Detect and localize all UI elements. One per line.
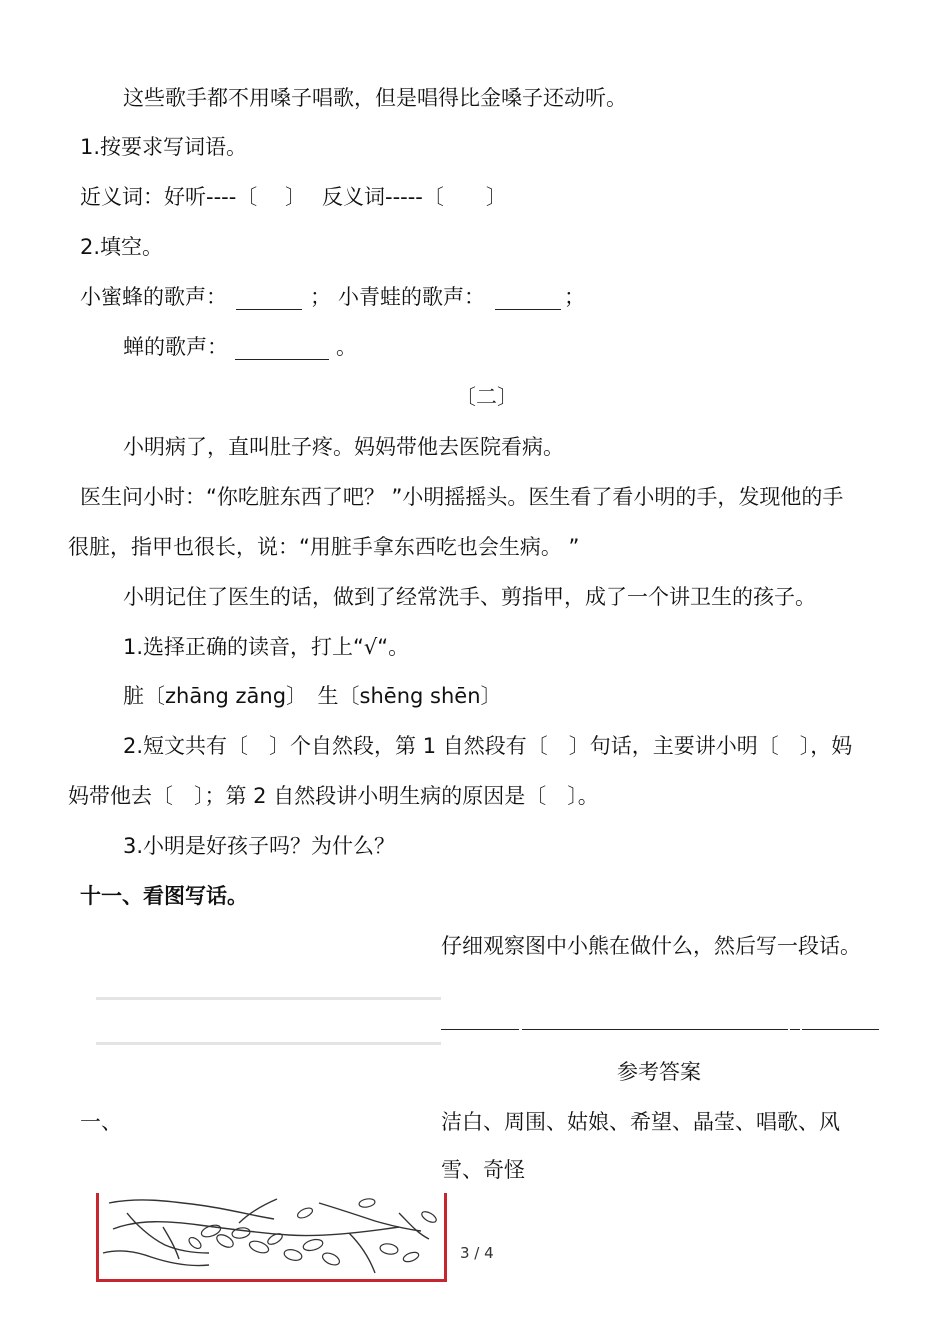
passage2-paragraph-2a: 医生问小时：“你吃脏东西了吧？ ”小明摇摇头。医生看了看小明的手，发现他的手 <box>80 485 844 509</box>
frog-blank <box>495 309 561 310</box>
faded-scan-row <box>96 1042 441 1045</box>
faded-scan-row <box>96 997 441 1000</box>
passage1-synonym: 近义词：好听----〔 〕 <box>80 185 306 209</box>
passage2-title: 〔二〕 <box>455 385 518 409</box>
writing-instruction: 仔细观察图中小熊在做什么，然后写一段话。 <box>441 934 861 958</box>
section-11-heading: 十一、看图写话。 <box>80 884 248 908</box>
writing-line[interactable] <box>522 1029 788 1030</box>
cicada-song-label: 蝉的歌声： <box>123 335 228 359</box>
writing-line[interactable] <box>790 1029 800 1030</box>
separator: ； <box>310 285 331 309</box>
passage2-question-2b: 妈带他去〔 〕；第 2 自然段讲小明生病的原因是〔 〕。 <box>68 784 599 808</box>
answers-title: 参考答案 <box>617 1060 701 1084</box>
passage2-paragraph-1: 小明病了，直叫肚子疼。妈妈带他去医院看病。 <box>123 435 564 459</box>
answers-label: 一、 <box>80 1110 122 1134</box>
passage2-paragraph-3: 小明记住了医生的话，做到了经常洗手、剪指甲，成了一个讲卫生的孩子。 <box>123 585 816 609</box>
answers-line-1: 洁白、周围、姑娘、希望、晶莹、唱歌、风 <box>441 1110 840 1134</box>
tree-branch-drawing <box>99 1193 444 1279</box>
answers-line-2: 雪、奇怪 <box>441 1158 525 1182</box>
writing-line[interactable] <box>441 1029 519 1030</box>
bee-song-label: 小蜜蜂的歌声： <box>80 285 227 309</box>
writing-line[interactable] <box>802 1029 879 1030</box>
passage1-question-1: 1.按要求写词语。 <box>80 135 248 159</box>
passage2-paragraph-2b: 很脏，指甲也很长，说：“用脏手拿东西吃也会生病。 ” <box>68 535 580 559</box>
passage1-question-2: 2.填空。 <box>80 235 164 259</box>
passage2-question-2a: 2.短文共有〔 〕个自然段，第 1 自然段有〔 〕句话，主要讲小明〔 〕，妈 <box>123 734 853 758</box>
pinyin-options: 脏〔zhāng zāng〕 生〔shēng shēn〕 <box>123 684 502 708</box>
passage2-question-3: 3.小明是好孩子吗？为什么？ <box>123 834 396 858</box>
bear-picture <box>96 1193 447 1282</box>
period: 。 <box>336 335 357 359</box>
bee-blank <box>236 309 302 310</box>
passage2-question-1: 1.选择正确的读音，打上“√“。 <box>123 635 410 659</box>
frog-song-label: 小青蛙的歌声： <box>338 285 485 309</box>
separator: ； <box>564 285 585 309</box>
page-number: 3 / 4 <box>460 1244 494 1262</box>
cicada-blank <box>235 359 329 360</box>
passage1-line: 这些歌手都不用嗓子唱歌，但是唱得比金嗓子还动听。 <box>123 86 627 110</box>
passage1-antonym: 反义词-----〔 〕 <box>322 185 507 209</box>
